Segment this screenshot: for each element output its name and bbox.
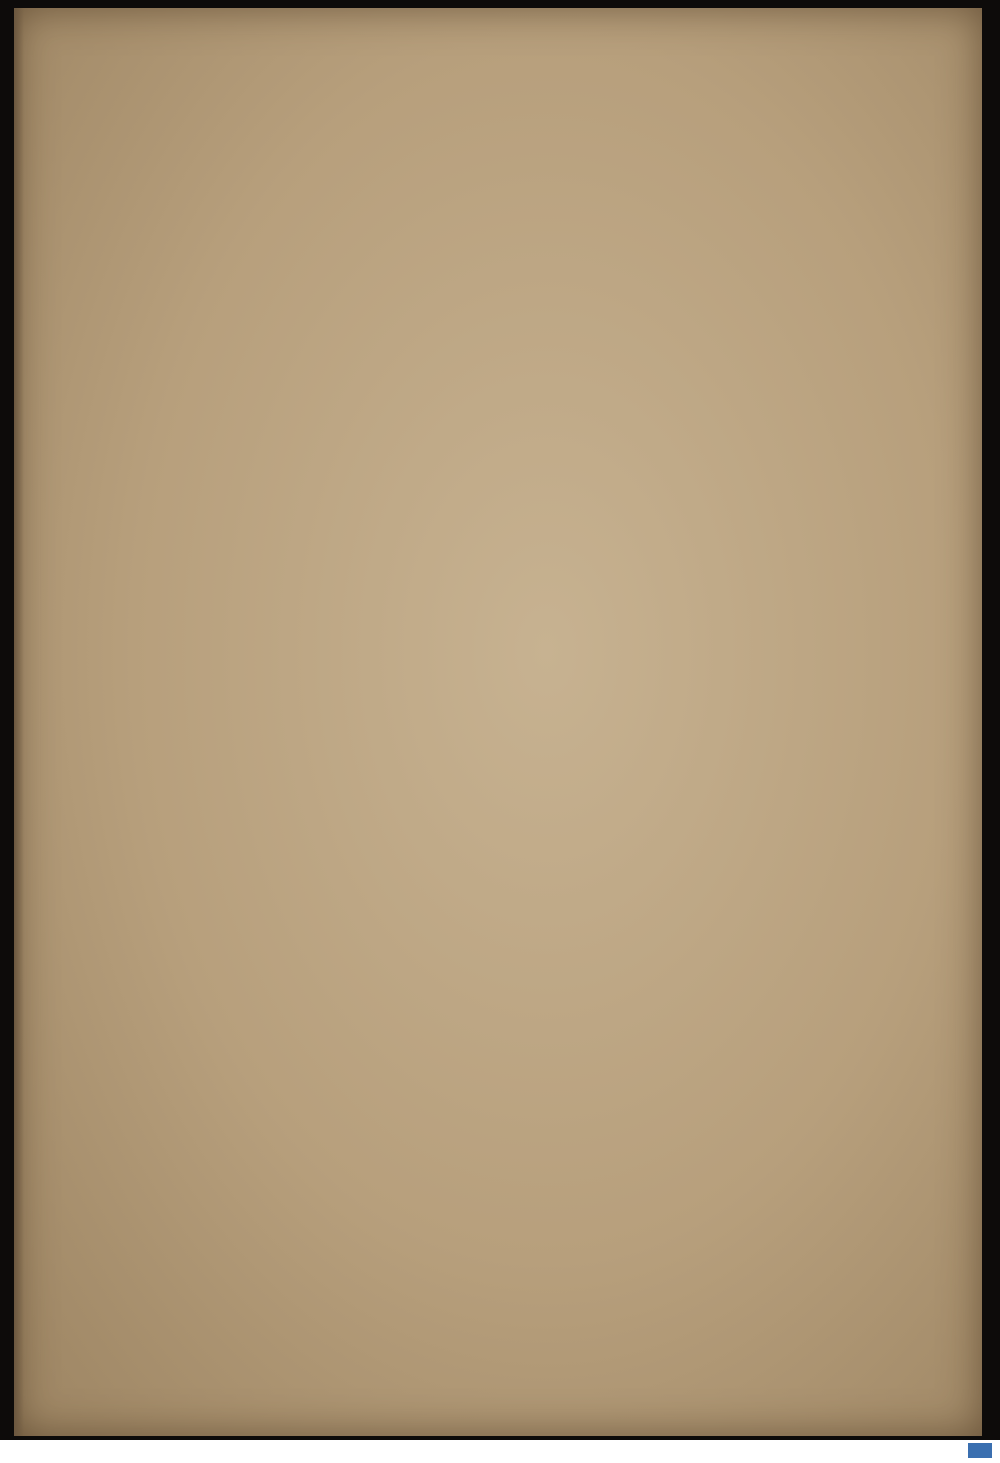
- dfg-logo: [968, 1443, 992, 1458]
- page-edge-shadow: [14, 8, 24, 1436]
- book-page: [14, 8, 982, 1436]
- page-header: [160, 66, 720, 120]
- drop-cap-initial: [40, 862, 124, 952]
- footer-bar: [0, 1440, 1000, 1463]
- section-heading: [150, 768, 670, 770]
